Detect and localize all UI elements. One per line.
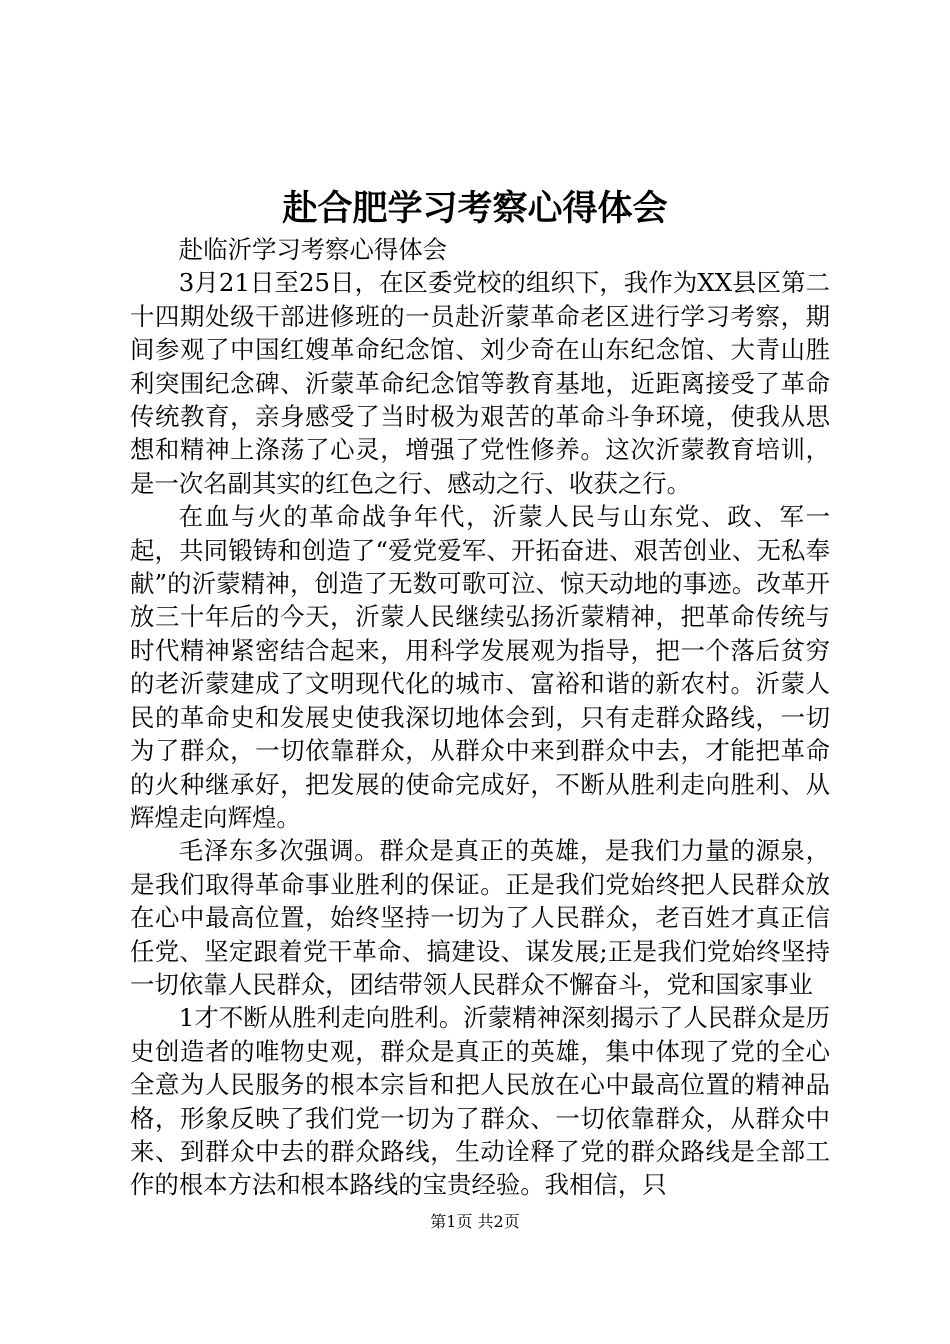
page-footer: 第1页 共2页 — [430, 1212, 520, 1231]
paragraph-subtitle: 赴临沂学习考察心得体会 — [178, 235, 448, 264]
paragraph-2: 在血与火的革命战争年代，沂蒙人民与山东党、政、军一起，共同锻铸和创造了“爱党爱军、开拓奋进、艰苦创业、无私奉献”的沂蒙精神，创造了无数可歌可泣、惊天动地的事迹。改革开放三十年后的今天，沂蒙人民继续弘扬沂蒙精神，把革命传统与时代精神紧密结合起来，用科学发展观为指导，把一个落后贫穷的老沂蒙建成了文明现代化的城市、富裕和谐的新农村。沂蒙人民的革命史和发展史使我深切地体会到，只有走群众路线，一切为了群众，一切依靠群众，从群众中来到群众中去，才能把革命的火种继承好，把发展的使命完成好，不断从胜利走向胜利、从辉煌走向辉煌。 — [130, 502, 830, 832]
paragraph-3: 毛泽东多次强调。群众是真正的英雄，是我们力量的源泉，是我们取得革命事业胜利的保证。正是我们党始终把人民群众放在心中最高位置，始终坚持一切为了人民群众，老百姓才真正信任党、坚定跟着党干革命、搞建设、谋发展;正是我们党始终坚持一切依靠人民群众，团结带领人民群众不懈奋斗，党和国家事业 — [130, 836, 830, 999]
document-title: 赴合肥学习考察心得体会 — [282, 188, 668, 229]
paragraph-4: 1才不断从胜利走向胜利。沂蒙精神深刻揭示了人民群众是历史创造者的唯物史观，群众是真正的英雄，集中体现了党的全心全意为人民服务的根本宗旨和把人民放在心中最高位置的精神品格，形象反映了我们党一切为了群众、一切依靠群众，从群众中来、到群众中去的群众路线，生动诠释了党的群众路线是全部工作的根本方法和根本路线的宝贵经验。我相信，只 — [130, 1003, 830, 1200]
paragraph-1: 3月21日至25日，在区委党校的组织下，我作为XX县区第二十四期处级干部进修班的一员赴沂蒙革命老区进行学习考察，期间参观了中国红嫂革命纪念馆、刘少奇在山东纪念馆、大青山胜利突围纪念碑、沂蒙革命纪念馆等教育基地，近距离接受了革命传统教育，亲身感受了当时极为艰苦的革命斗争环境，使我从思想和精神上涤荡了心灵，增强了党性修养。这次沂蒙教育培训，是一次名副其实的红色之行、感动之行、收获之行。 — [130, 268, 830, 498]
document-body — [130, 233, 830, 1202]
